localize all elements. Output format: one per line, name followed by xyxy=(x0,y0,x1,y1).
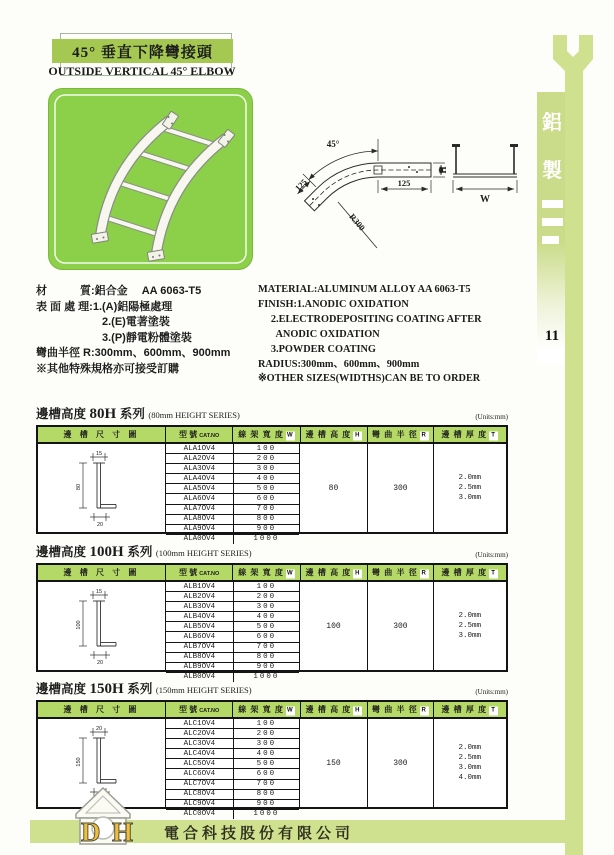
height-cell: 80 xyxy=(328,483,339,493)
spec-line-zh: ※其他特殊規格亦可接受訂購 xyxy=(36,362,179,375)
width-cell: 1000 xyxy=(253,673,280,682)
spec-line-en: ※OTHER SIZES(WIDTHS)CAN BE TO ORDER xyxy=(258,373,481,385)
cat-no-cell: ALB3OV4 xyxy=(166,602,234,611)
width-cell: 500 xyxy=(256,622,277,631)
units-label: (Units:mm) xyxy=(475,551,508,559)
width-cell: 900 xyxy=(256,800,277,809)
specs-english xyxy=(258,283,482,387)
dim-radius: R300 xyxy=(347,211,368,233)
thickness-cell: 2.0mm 2.5mm 3.0mm 4.0mm xyxy=(433,719,506,807)
radius-cell: 300 xyxy=(367,582,432,670)
series-subtitle: (80mm HEIGHT SERIES) xyxy=(148,410,240,420)
cat-no-cell: ALC6OV4 xyxy=(166,769,234,778)
table-row xyxy=(166,719,299,729)
series-table-100H xyxy=(30,542,508,682)
cat-no-cell: ALC9OV4 xyxy=(166,800,234,809)
table-row xyxy=(166,810,299,819)
spec-line-zh: 3.(P)靜電粉體塗裝 xyxy=(36,331,192,344)
spec-table xyxy=(36,425,508,544)
svg-text:80: 80 xyxy=(76,483,83,491)
page-number: 11 xyxy=(544,328,560,344)
logo-letter-d: D xyxy=(81,817,101,846)
table-row xyxy=(166,749,299,759)
series-code: 150H xyxy=(89,681,128,697)
spec-line-zh: 2.(E)電著塗裝 xyxy=(36,316,170,329)
width-cell: 600 xyxy=(256,769,277,778)
dim-125-stub: 125 xyxy=(293,176,309,193)
header-height: 邊 槽 高 度 H xyxy=(300,702,367,717)
page-title-english: OUTSIDE VERTICAL 45° ELBOW xyxy=(48,64,236,78)
cat-no-cell: ALA1OV4 xyxy=(166,444,234,453)
header-cat-no: 型 號 CAT.NO xyxy=(165,702,232,717)
table-row xyxy=(166,582,299,592)
header-cat-no: 型 號 CAT.NO xyxy=(165,565,232,580)
series-suffix: 系列 xyxy=(127,682,156,696)
table-row xyxy=(166,454,299,464)
table-row xyxy=(166,505,299,515)
wrench-head-icon xyxy=(541,28,605,98)
cat-no-cell: ALB1OV4 xyxy=(166,582,234,591)
sidebar-bar xyxy=(542,218,563,226)
header-thickness: 邊 槽 厚 度 T xyxy=(433,427,506,442)
series-title-zh: 邊槽高度 xyxy=(36,682,90,696)
header-thickness: 邊 槽 厚 度 T xyxy=(433,565,506,580)
cat-no-cell: ALC3OV4 xyxy=(166,739,234,748)
spec-table xyxy=(36,563,508,682)
table-row xyxy=(166,663,299,673)
series-suffix: 系列 xyxy=(119,407,149,421)
table-row xyxy=(166,444,299,454)
dim-diagram-cell xyxy=(38,444,165,532)
table-row xyxy=(166,525,299,535)
width-cell: 700 xyxy=(256,505,277,514)
width-cell: 1000 xyxy=(253,535,280,544)
wrench-handle xyxy=(565,92,583,855)
cat-no-cell: ALA2OV4 xyxy=(166,454,234,463)
width-cell: 300 xyxy=(256,602,277,611)
svg-text:15: 15 xyxy=(96,451,103,457)
header-radius: 彎 曲 半 徑 R xyxy=(367,427,432,442)
units-label: (Units:mm) xyxy=(475,413,508,421)
spec-line-en: MATERIAL:ALUMINUM ALLOY AA 6063-T5 xyxy=(258,284,471,295)
cat-no-cell: ALC5OV4 xyxy=(166,759,234,768)
header-radius: 彎 曲 半 徑 R xyxy=(367,565,432,580)
series-title-zh: 邊槽高度 xyxy=(36,545,90,559)
table-row xyxy=(166,494,299,504)
svg-text:100: 100 xyxy=(76,620,83,630)
company-name: 電合科技股份有限公司 xyxy=(164,825,355,842)
table-row xyxy=(166,622,299,632)
header-width: 線 架 寬 度 W xyxy=(232,565,299,580)
header-dim-diagram: 邊 槽 尺 寸 圖 xyxy=(63,705,140,714)
cat-no-cell: ALB5OV4 xyxy=(166,622,234,631)
series-title xyxy=(30,679,508,700)
table-row xyxy=(166,464,299,474)
table-row xyxy=(166,515,299,525)
table-header-row xyxy=(38,427,506,444)
channel-profile-diagram xyxy=(63,447,139,529)
width-cell: 800 xyxy=(256,653,277,662)
sidebar-bar xyxy=(542,236,559,244)
cat-no-cell: ALB4OV4 xyxy=(166,612,234,621)
table-row xyxy=(166,474,299,484)
header-dim-diagram: 邊 槽 尺 寸 圖 xyxy=(63,568,140,577)
table-row xyxy=(166,632,299,642)
units-label: (Units:mm) xyxy=(475,688,508,696)
spec-line-en: RADIUS:300mm、600mm、900mm xyxy=(258,358,420,370)
width-cell: 300 xyxy=(256,464,277,473)
spec-line-en: 3.POWDER COATING xyxy=(258,343,376,355)
cat-no-cell: ALA8OV4 xyxy=(166,515,234,524)
cat-no-cell: ALA4OV4 xyxy=(166,474,234,483)
thickness-cell: 2.0mm 2.5mm 3.0mm xyxy=(433,582,506,670)
table-row xyxy=(166,612,299,622)
svg-text:20: 20 xyxy=(97,522,104,528)
table-row xyxy=(166,780,299,790)
width-cell: 100 xyxy=(256,444,277,453)
company-logo xyxy=(72,786,134,846)
table-row xyxy=(166,800,299,810)
cat-no-cell: ALA5OV4 xyxy=(166,484,234,493)
width-cell: 700 xyxy=(256,643,277,652)
model-width-group xyxy=(165,719,300,819)
spec-line-en: FINISH:1.ANODIC OXIDATION xyxy=(258,298,409,310)
series-title xyxy=(30,542,508,563)
table-row xyxy=(166,739,299,749)
width-cell: 600 xyxy=(256,632,277,641)
table-header-row xyxy=(38,702,506,719)
table-row xyxy=(166,653,299,663)
table-row xyxy=(166,643,299,653)
cat-no-cell: ALA6OV4 xyxy=(166,494,234,503)
spec-line-zh: 表 面 處 理:1.(A)鋁陽極處理 xyxy=(36,300,173,313)
width-cell: 300 xyxy=(256,739,277,748)
cat-no-cell: ALC4OV4 xyxy=(166,749,234,758)
spec-line-zh: 材 質:鋁合金 AA 6063-T5 xyxy=(36,285,202,297)
cat-no-cell: ALA7OV4 xyxy=(166,505,234,514)
dim-w: W xyxy=(480,194,490,205)
spec-line-en: ANODIC OXIDATION xyxy=(258,328,380,340)
width-cell: 700 xyxy=(256,780,277,789)
header-width: 線 架 寬 度 W xyxy=(232,427,299,442)
dim-125-top: 125 xyxy=(397,178,411,188)
width-cell: 1000 xyxy=(253,810,280,819)
header-dim-diagram: 邊 槽 尺 寸 圖 xyxy=(63,430,140,439)
table-row xyxy=(166,484,299,494)
header-height: 邊 槽 高 度 H xyxy=(300,565,367,580)
table-header-row xyxy=(38,565,506,582)
series-code: 100H xyxy=(89,544,128,560)
table-row xyxy=(166,592,299,602)
cat-no-cell: ALB2OV4 xyxy=(166,592,234,601)
dim-h: H xyxy=(438,166,448,174)
table-row xyxy=(166,602,299,612)
channel-profile-diagram xyxy=(63,585,139,667)
width-cell: 400 xyxy=(256,749,277,758)
svg-text:20: 20 xyxy=(96,726,103,732)
series-subtitle: (150mm HEIGHT SERIES) xyxy=(155,685,252,695)
header-radius: 彎 曲 半 徑 R xyxy=(367,702,432,717)
radius-cell: 300 xyxy=(367,444,432,532)
width-cell: 500 xyxy=(256,484,277,493)
spec-line-en: 2.ELECTRODEPOSITING COATING AFTER xyxy=(258,313,482,325)
cat-no-cell: ALA3OV4 xyxy=(166,464,234,473)
cat-no-cell: ALA9OV4 xyxy=(166,525,234,534)
width-cell: 100 xyxy=(256,582,277,591)
width-cell: 900 xyxy=(256,663,277,672)
svg-text:15: 15 xyxy=(96,589,103,595)
table-row xyxy=(166,790,299,800)
width-cell: 200 xyxy=(256,592,277,601)
width-cell: 800 xyxy=(256,790,277,799)
header-height: 邊 槽 高 度 H xyxy=(300,427,367,442)
cat-no-cell: ALC2OV4 xyxy=(166,729,234,738)
cat-no-cell: ALC1OV4 xyxy=(166,719,234,728)
cat-no-cell: ALC8OV4 xyxy=(166,790,234,799)
cat-no-cell: ALB7OV4 xyxy=(166,643,234,652)
spec-line-zh: 彎曲半徑 R:300mm、600mm、900mm xyxy=(36,347,231,360)
table-row xyxy=(166,759,299,769)
cat-no-cell: ALB8OV4 xyxy=(166,653,234,662)
svg-text:20: 20 xyxy=(97,660,104,666)
svg-text:150: 150 xyxy=(76,757,83,767)
cat-no-cell: ALA0OV4 xyxy=(166,535,234,544)
width-cell: 200 xyxy=(256,729,277,738)
cat-no-cell: ALB0OV4 xyxy=(166,673,234,682)
width-cell: 800 xyxy=(256,515,277,524)
series-suffix: 系列 xyxy=(127,545,156,559)
sidebar-char-2: 製 xyxy=(542,160,562,182)
product-photo xyxy=(48,88,253,270)
width-cell: 500 xyxy=(256,759,277,768)
sidebar-band xyxy=(537,92,567,364)
series-title xyxy=(30,404,508,425)
width-cell: 600 xyxy=(256,494,277,503)
header-cat-no: 型 號 CAT.NO xyxy=(165,427,232,442)
dim-diagram-cell xyxy=(38,582,165,670)
page-title: 45° 垂直下降彎接頭 xyxy=(52,39,233,63)
cat-no-cell: ALB6OV4 xyxy=(166,632,234,641)
height-cell: 150 xyxy=(326,758,341,768)
specs-chinese xyxy=(36,284,230,378)
table-row xyxy=(166,769,299,779)
series-table-80H xyxy=(30,404,508,544)
width-cell: 100 xyxy=(256,719,277,728)
radius-cell: 300 xyxy=(367,719,432,807)
logo-letter-h: H xyxy=(112,817,134,846)
model-width-group xyxy=(165,444,300,544)
thickness-cell: 2.0mm 2.5mm 3.0mm xyxy=(433,444,506,532)
width-cell: 400 xyxy=(256,612,277,621)
cat-no-cell: ALC7OV4 xyxy=(166,780,234,789)
cat-no-cell: ALC0OV4 xyxy=(166,810,234,819)
series-title-zh: 邊槽高度 xyxy=(36,407,90,421)
header-thickness: 邊 槽 厚 度 T xyxy=(433,702,506,717)
series-code: 80H xyxy=(89,406,120,422)
dim-angle: 45° xyxy=(326,139,340,149)
width-cell: 200 xyxy=(256,454,277,463)
table-row xyxy=(166,729,299,739)
height-cell: 100 xyxy=(326,621,341,631)
model-width-group xyxy=(165,582,300,682)
width-cell: 900 xyxy=(256,525,277,534)
series-subtitle: (100mm HEIGHT SERIES) xyxy=(155,548,252,558)
width-cell: 400 xyxy=(256,474,277,483)
technical-drawing xyxy=(293,127,523,249)
header-width: 線 架 寬 度 W xyxy=(232,702,299,717)
cat-no-cell: ALB9OV4 xyxy=(166,663,234,672)
sidebar-bar xyxy=(542,200,563,208)
sidebar-char-1: 鋁 xyxy=(542,112,562,134)
